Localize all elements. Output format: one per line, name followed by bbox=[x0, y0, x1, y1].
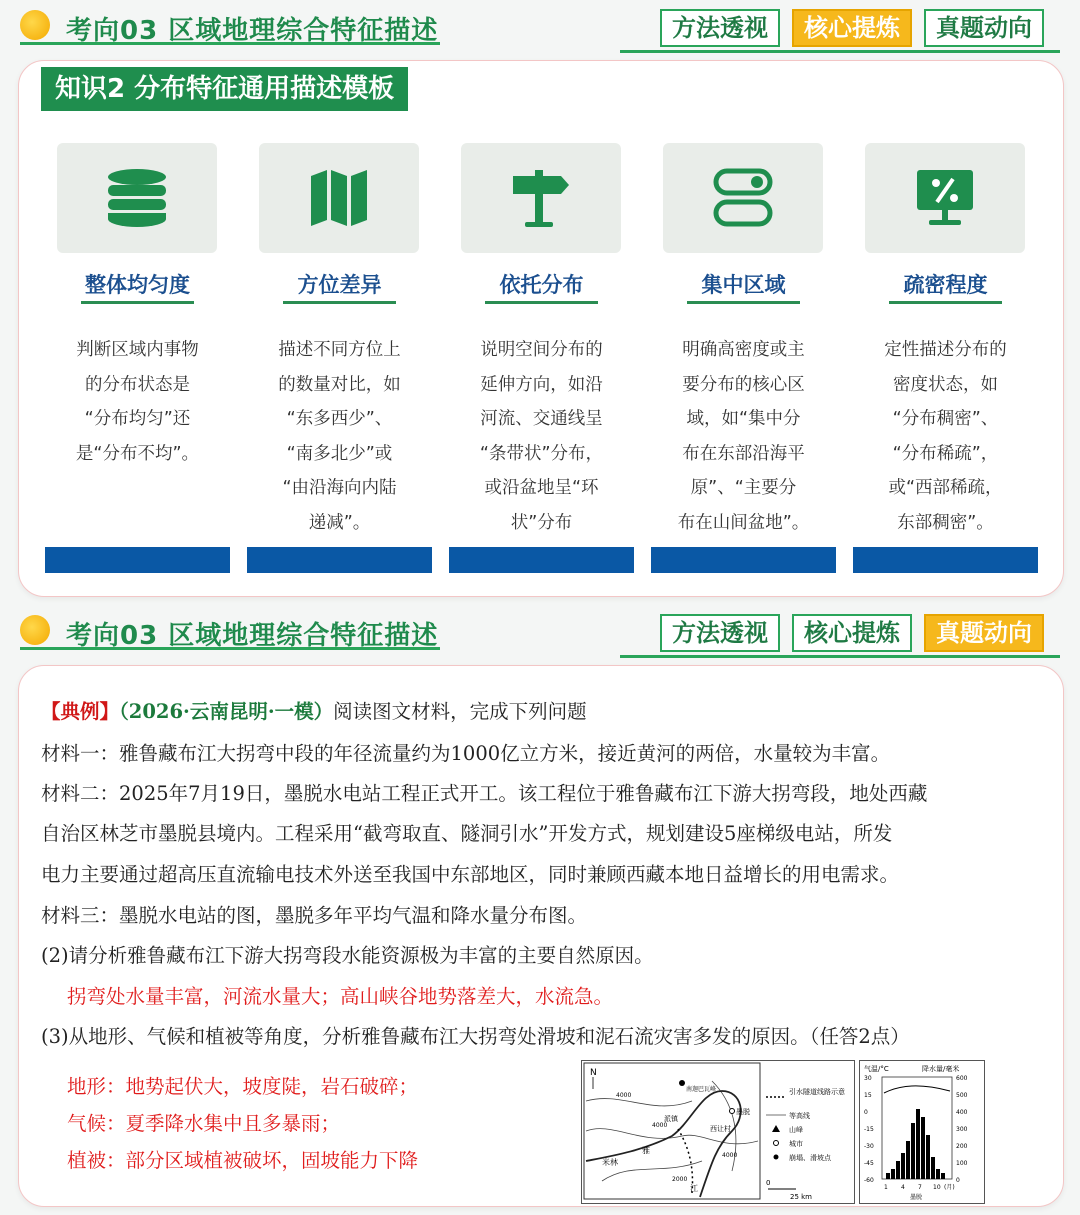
svg-text:4000: 4000 bbox=[616, 1092, 632, 1099]
material-3: 材料三：墨脱水电站的图，墨脱多年平均气温和降水量分布图。 bbox=[41, 904, 588, 927]
legend-city: 城市 bbox=[789, 1140, 803, 1148]
signpost-icon bbox=[511, 168, 571, 228]
column-density bbox=[853, 141, 1038, 577]
example-heading bbox=[41, 696, 587, 724]
svg-text:米林: 米林 bbox=[602, 1158, 618, 1167]
svg-text:7: 7 bbox=[918, 1184, 922, 1191]
column-dependency bbox=[449, 141, 634, 577]
column-text: 描述不同方位上 的数量对比，如 “东多西少”、 “南多北少”或 “由沿海向内陆 递减”。 bbox=[278, 340, 401, 533]
svg-text:-30: -30 bbox=[864, 1143, 874, 1150]
map-svg bbox=[582, 1061, 854, 1203]
column-footer-bar bbox=[449, 547, 634, 573]
tab-method[interactable]: 方法透视 bbox=[660, 614, 780, 652]
svg-text:200: 200 bbox=[956, 1143, 968, 1150]
svg-text:4000: 4000 bbox=[652, 1122, 668, 1129]
legend-tunnel: 引水隧道线路示意 bbox=[789, 1088, 845, 1096]
svg-text:0: 0 bbox=[864, 1109, 868, 1116]
question-3: (3)从地形、气候和植被等角度，分析雅鲁藏布江大拐弯处滑坡和泥石流灾害多发的原因。（任答2点） bbox=[41, 1025, 910, 1048]
climate-svg bbox=[860, 1061, 984, 1203]
svg-text:-60: -60 bbox=[864, 1177, 874, 1184]
question-2: (2)请分析雅鲁藏布江下游大拐弯段水能资源极为丰富的主要自然原因。 bbox=[41, 944, 654, 967]
tab-method[interactable]: 方法透视 bbox=[660, 9, 780, 47]
icon-tile bbox=[57, 143, 217, 253]
icon-tile bbox=[865, 143, 1025, 253]
svg-text:500: 500 bbox=[956, 1092, 968, 1099]
column-footer-bar bbox=[45, 547, 230, 573]
svg-text:-45: -45 bbox=[864, 1160, 874, 1167]
slide-knowledge bbox=[0, 0, 1080, 605]
yellow-dot-icon bbox=[20, 615, 50, 645]
column-footer-bar bbox=[853, 547, 1038, 573]
section-tabs bbox=[660, 9, 1044, 47]
column-text: 定性描述分布的 密度状态，如 “分布稠密”、 “分布稀疏”， 或“西部稀疏， 东部稠密”。 bbox=[884, 340, 1007, 533]
column-text: 判断区域内事物 的分布状态是 “分布均匀”还 是“分布不均”。 bbox=[75, 340, 200, 464]
knowledge-card bbox=[18, 60, 1064, 597]
svg-text:100: 100 bbox=[956, 1160, 968, 1167]
knowledge-title: 知识2 分布特征通用描述模板 bbox=[41, 67, 408, 111]
legend-peak: 山峰 bbox=[789, 1126, 803, 1134]
svg-text:-15: -15 bbox=[864, 1126, 874, 1133]
svg-text:15: 15 bbox=[864, 1092, 872, 1099]
svg-text:30: 30 bbox=[864, 1075, 872, 1082]
example-tag: 【典例】 bbox=[41, 700, 120, 723]
scale-label: 25 km bbox=[790, 1193, 813, 1201]
slide-header bbox=[0, 0, 1080, 58]
column-title: 依托分布 bbox=[499, 273, 584, 297]
svg-text:0: 0 bbox=[956, 1177, 960, 1184]
climate-place: 墨脱 bbox=[910, 1194, 923, 1201]
tab-core[interactable]: 核心提炼 bbox=[792, 614, 912, 652]
column-text: 说明空间分布的 延伸方向，如沿 河流、交通线呈 “条带状”分布， 或沿盆地呈“环 状”分布 bbox=[479, 340, 604, 533]
icon-tile bbox=[461, 143, 621, 253]
icon-tile bbox=[259, 143, 419, 253]
peak-marker bbox=[679, 1080, 685, 1086]
tab-exam[interactable]: 真题动向 bbox=[924, 9, 1044, 47]
answer-2: 拐弯处水量丰富，河流水量大；高山峡谷地势落差大，水流急。 bbox=[67, 986, 614, 1008]
scale-zero: 0 bbox=[766, 1179, 771, 1187]
slide-header bbox=[0, 605, 1080, 663]
example-card bbox=[18, 665, 1064, 1207]
column-title: 方位差异 bbox=[297, 273, 382, 297]
column-title: 整体均匀度 bbox=[85, 273, 190, 297]
tab-core[interactable]: 核心提炼 bbox=[792, 9, 912, 47]
svg-text:4: 4 bbox=[901, 1184, 905, 1191]
answer-3-climate: 气候：夏季降水集中且多暴雨； bbox=[67, 1113, 341, 1135]
section-title: 考向03 区域地理综合特征描述 bbox=[66, 16, 439, 46]
section-tabs bbox=[660, 614, 1044, 652]
climate-chart bbox=[859, 1060, 985, 1204]
svg-text:4000: 4000 bbox=[722, 1152, 738, 1159]
icon-tile bbox=[663, 143, 823, 253]
legend-contour: 等高线 bbox=[789, 1112, 810, 1120]
svg-text:400: 400 bbox=[956, 1109, 968, 1116]
svg-text:600: 600 bbox=[956, 1075, 968, 1082]
svg-text:南迦巴瓦峰: 南迦巴瓦峰 bbox=[686, 1086, 717, 1093]
svg-text:江: 江 bbox=[690, 1184, 698, 1193]
city-marker bbox=[730, 1109, 735, 1114]
tabs-underline bbox=[620, 50, 1060, 53]
column-rule bbox=[81, 301, 194, 304]
column-footer-bar bbox=[651, 547, 836, 573]
material-2-line: 材料二：2025年7月19日，墨脱水电站工程正式开工。该工程位于雅鲁藏布江下游大拐弯段，地处西藏 bbox=[41, 782, 928, 805]
answer-3-vegetation: 植被：部分区域植被破坏，固坡能力下降 bbox=[67, 1150, 419, 1172]
example-prompt: 阅读图文材料，完成下列问题 bbox=[333, 700, 587, 723]
template-columns bbox=[45, 141, 1045, 581]
example-source: （2026·云南昆明·一模） bbox=[119, 700, 334, 723]
column-rule bbox=[485, 301, 598, 304]
svg-text:1: 1 bbox=[884, 1184, 888, 1191]
temp-axis-label: 气温/°C bbox=[864, 1065, 889, 1073]
database-stack-icon bbox=[107, 168, 167, 228]
column-uniformity bbox=[45, 141, 230, 577]
svg-text:墨脱: 墨脱 bbox=[736, 1108, 750, 1116]
svg-text:(月): (月) bbox=[944, 1184, 955, 1191]
column-rule bbox=[283, 301, 396, 304]
material-1: 材料一：雅鲁藏布江大拐弯中段的年径流量约为1000亿立方米，接近黄河的两倍，水量较为丰富。 bbox=[41, 742, 891, 765]
folded-map-icon bbox=[309, 168, 369, 228]
precip-axis-label: 降水量/毫米 bbox=[922, 1065, 960, 1073]
toggle-switch-icon bbox=[713, 168, 773, 228]
material-2-line: 自治区林芝市墨脱县境内。工程采用“截弯取直、隧洞引水”开发方式，规划建设5座梯级电站，所发 bbox=[41, 822, 893, 845]
svg-text:西让村: 西让村 bbox=[710, 1125, 731, 1133]
svg-text:300: 300 bbox=[956, 1126, 968, 1133]
percent-monitor-icon bbox=[915, 168, 975, 228]
svg-text:2000: 2000 bbox=[672, 1176, 688, 1183]
column-rule bbox=[889, 301, 1002, 304]
answer-3-terrain: 地形：地势起伏大，坡度陡，岩石破碎； bbox=[67, 1076, 419, 1098]
column-text: 明确高密度或主 要分布的核心区 域，如“集中分 布在东部沿海平 原”、“主要分 布在山间盆地”。 bbox=[677, 340, 810, 533]
section-title: 考向03 区域地理综合特征描述 bbox=[66, 621, 439, 651]
column-title: 疏密程度 bbox=[903, 273, 988, 297]
slide-exam bbox=[0, 605, 1080, 1215]
column-direction bbox=[247, 141, 432, 577]
column-concentration bbox=[651, 141, 836, 577]
tabs-underline bbox=[620, 655, 1060, 658]
legend-landslide: 崩塌、滑坡点 bbox=[789, 1154, 831, 1162]
column-footer-bar bbox=[247, 547, 432, 573]
svg-text:派镇: 派镇 bbox=[664, 1115, 678, 1123]
north-label: N bbox=[590, 1068, 597, 1078]
svg-text:雅: 雅 bbox=[642, 1146, 650, 1155]
column-title: 集中区域 bbox=[701, 273, 786, 297]
column-rule bbox=[687, 301, 800, 304]
svg-text:10: 10 bbox=[933, 1184, 941, 1191]
tab-exam[interactable]: 真题动向 bbox=[924, 614, 1044, 652]
hydropower-map bbox=[581, 1060, 855, 1204]
material-2-line: 电力主要通过超高压直流输电技术外送至我国中东部地区，同时兼顾西藏本地日益增长的用电需求。 bbox=[41, 863, 900, 886]
yellow-dot-icon bbox=[20, 10, 50, 40]
